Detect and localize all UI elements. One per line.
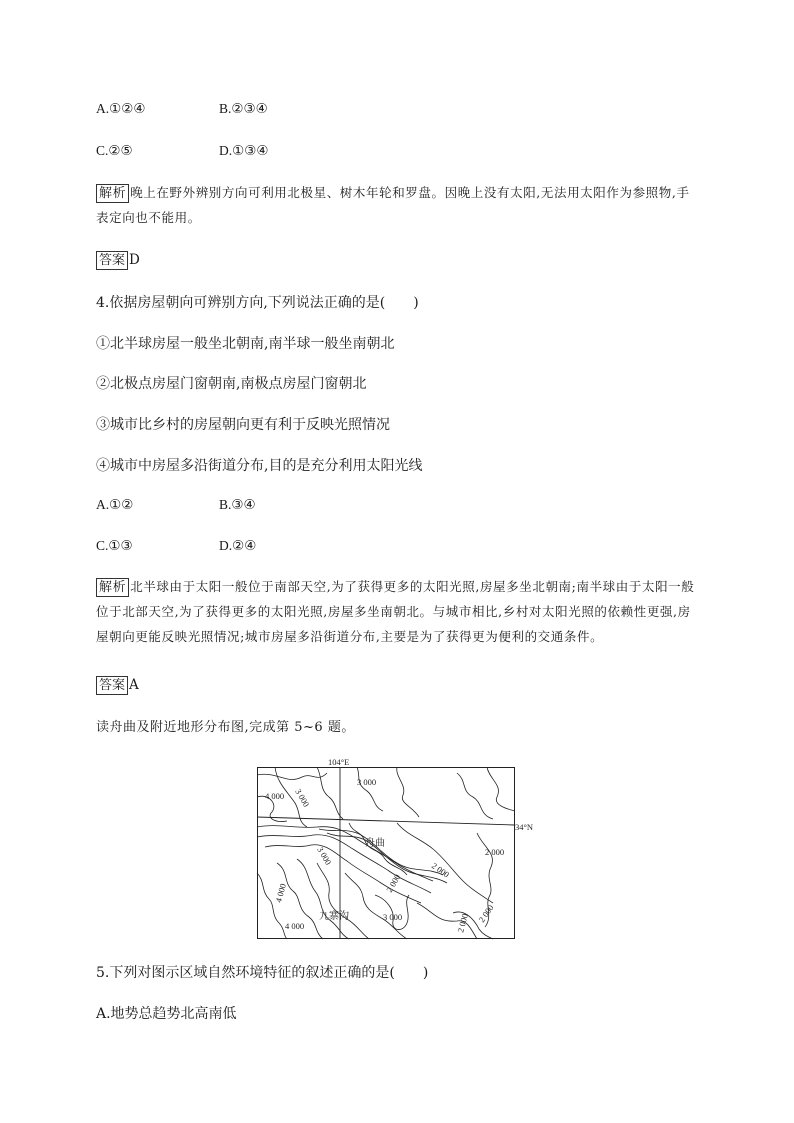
q4-option-c: C.①③ (96, 538, 133, 553)
q4-option-a: A.①② (96, 497, 134, 512)
map-intro: 读舟曲及附近地形分布图,完成第 5~6 题。 (96, 720, 355, 735)
explanation-text: 北半球由于太阳一般位于南部天空,为了获得更多的太阳光照,房屋多坐北朝南;南半球由于太阳一般位于北部天空,为了获得更多的太阳光照,房屋多坐南朝北。与城市相比,乡村对太阳光照的依赖性更强,房屋朝向更能反映光照情况;城市房屋多沿街道分布,主要是为了获得更为便利的交通条件。 (96, 579, 695, 644)
contour-line (327, 833, 447, 883)
contour-label: 2 000 (455, 912, 470, 934)
contour-line (397, 767, 419, 817)
contour-label: 3 000 (357, 777, 377, 787)
q4-explanation (96, 574, 696, 649)
contour-label: 4 000 (285, 921, 305, 931)
q4-statement-3: ③城市比乡村的房屋朝向更有利于反映光照情况 (96, 417, 390, 433)
q5-option-a: A.地势总趋势北高南低 (96, 1006, 237, 1022)
q4-answer (96, 676, 139, 695)
zhouqu-label: 舟曲 (365, 838, 385, 849)
contour-line (487, 767, 515, 811)
q4-option-d: D.②④ (219, 538, 257, 553)
contour-line (349, 823, 407, 875)
q4-option-b: B.③④ (219, 497, 256, 512)
jiuzhaigou-label: 九寨沟 (319, 911, 349, 922)
q3-option-b: B.②③④ (219, 101, 268, 116)
latitude-label: 34°N (515, 822, 534, 832)
answer-tag: 答案 (96, 676, 128, 695)
answer-tag: 答案 (96, 251, 128, 270)
contour-label: 2 000 (476, 902, 496, 925)
parallel-line (257, 817, 515, 825)
q4-statement-1: ①北半球房屋一般坐北朝南,南半球一般坐南朝北 (96, 336, 395, 352)
contour-line (317, 863, 369, 939)
contour-line (257, 826, 433, 881)
terrain-map-svg (257, 757, 534, 939)
q4-stem: 4.依据房屋朝向可辨别方向,下列说法正确的是( ) (96, 295, 419, 311)
contour-line (397, 823, 493, 903)
explanation-tag: 解析 (96, 184, 129, 203)
q4-statement-4: ④城市中房屋多沿街道分布,目的是充分利用太阳光线 (96, 458, 423, 474)
explanation-tag: 解析 (96, 578, 129, 597)
contour-line (265, 845, 421, 903)
contour-line (297, 859, 349, 939)
contour-line (257, 773, 327, 780)
contour-label: 2 000 (384, 872, 403, 894)
answer-value: D (129, 252, 140, 268)
contour-label: 3 000 (383, 912, 403, 922)
contour-label: 2 000 (485, 847, 505, 857)
q4-statement-2: ②北极点房屋门窗朝南,南极点房屋门窗朝北 (96, 376, 367, 392)
contour-line (457, 773, 493, 819)
contour-label: 3 000 (315, 845, 334, 867)
q3-option-a: A.①②④ (96, 101, 146, 116)
answer-value: A (129, 677, 139, 693)
q3-explanation (96, 180, 696, 230)
contour-label: 4 000 (265, 791, 285, 801)
q3-option-d: D.①③④ (219, 143, 269, 158)
q3-option-c: C.②⑤ (96, 143, 133, 158)
explanation-text: 晚上在野外辨别方向可利用北极星、树木年轮和罗盘。因晚上没有太阳,无法用太阳作为参照物,手表定向也不能用。 (96, 185, 690, 225)
contour-label: 2 000 (429, 860, 452, 880)
longitude-label: 104°E (328, 757, 350, 767)
contour-line (257, 873, 287, 939)
terrain-map (257, 757, 534, 939)
contour-label: 3 000 (293, 787, 312, 809)
q3-answer (96, 251, 140, 270)
q5-stem: 5.下列对图示区域自然环境特征的叙述正确的是( ) (96, 965, 429, 981)
contour-line (357, 767, 383, 811)
contour-line (317, 767, 343, 819)
contour-label: 4 000 (273, 882, 288, 904)
